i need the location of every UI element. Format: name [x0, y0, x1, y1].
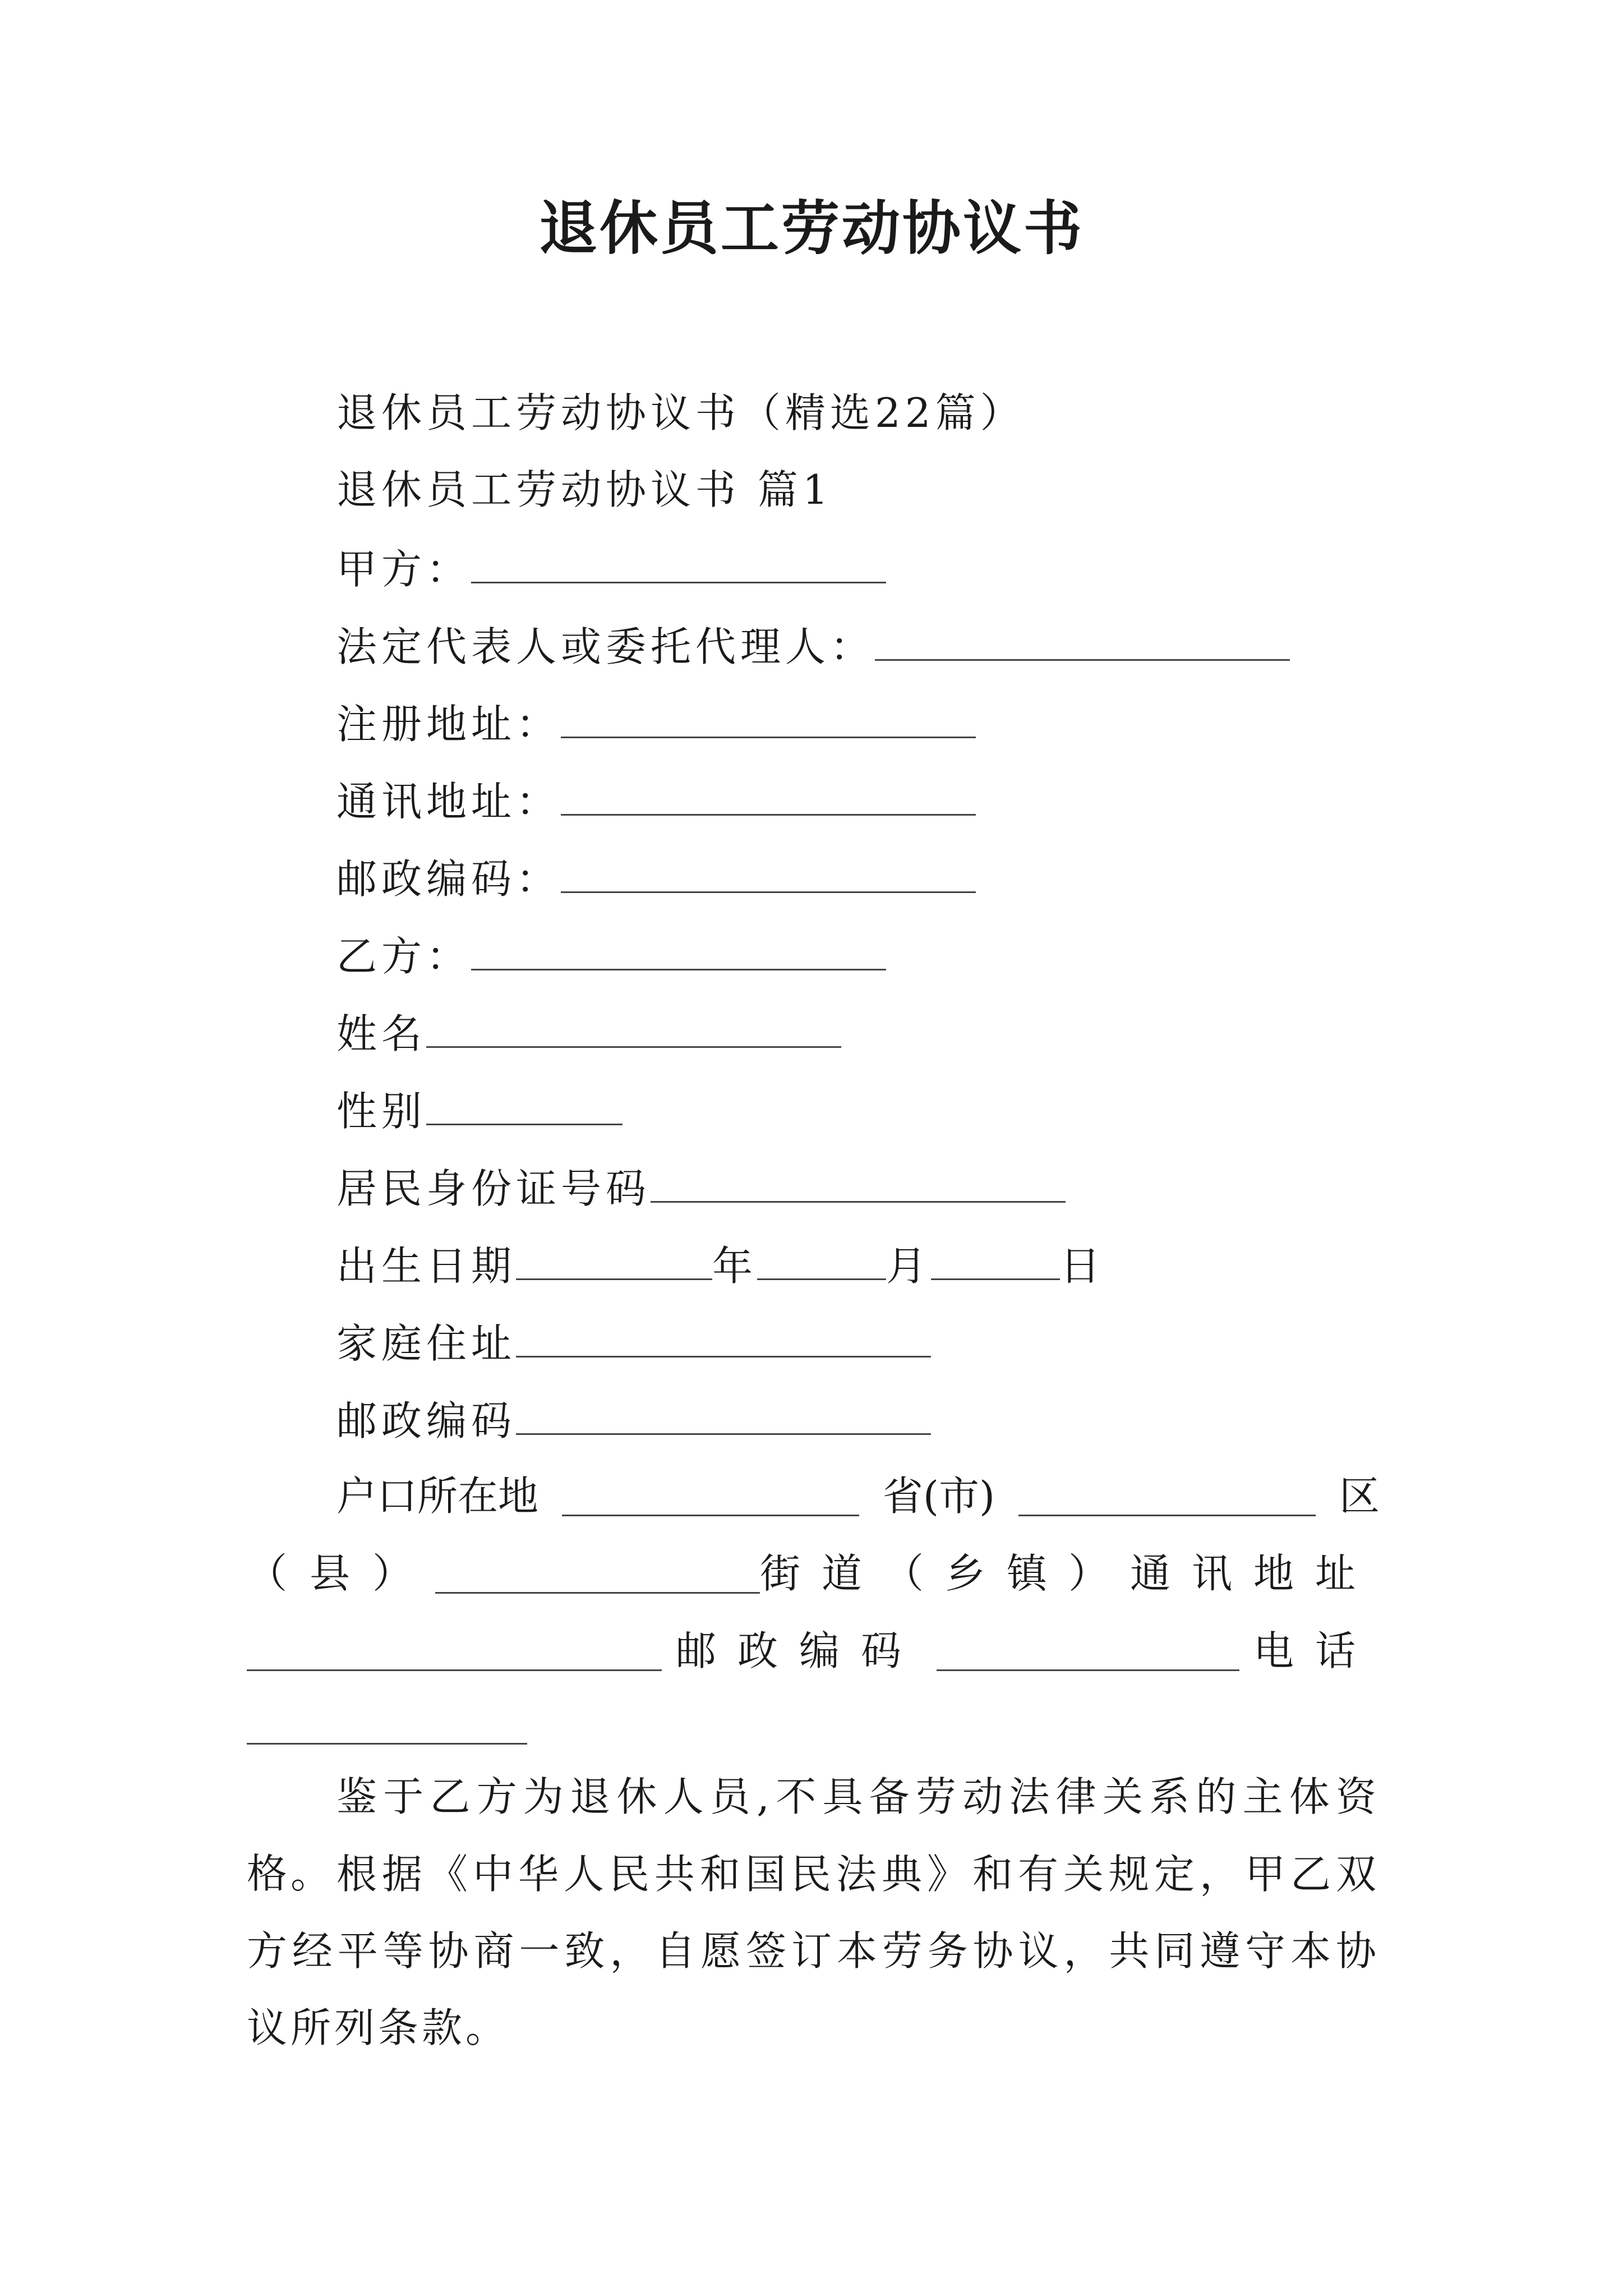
- county-row: [247, 1550, 1377, 1597]
- county-label: （县）: [247, 1550, 436, 1597]
- id-row: [336, 1165, 1066, 1212]
- day-label: 日: [1060, 1243, 1105, 1290]
- mail-address-b-blank: [247, 1635, 662, 1671]
- birth-day-blank: [931, 1244, 1060, 1280]
- postcode-a-label: 邮政编码：: [336, 855, 561, 903]
- party-b-label: 乙方：: [336, 933, 472, 980]
- party-a-label: 甲方：: [336, 546, 472, 593]
- party-a-row: [336, 546, 886, 593]
- gender-row: [336, 1088, 623, 1135]
- party-b-row: [336, 933, 886, 980]
- home-row: [336, 1320, 931, 1367]
- reg-address-row: [336, 701, 976, 748]
- reg-address-blank: [561, 702, 976, 738]
- birth-month-blank: [757, 1244, 886, 1280]
- birth-label: 出生日期: [336, 1243, 517, 1290]
- phone-label: 电话: [1253, 1627, 1377, 1674]
- birth-year-blank: [516, 1244, 712, 1280]
- party-b-blank: [471, 934, 886, 970]
- postcode-a-blank: [561, 857, 976, 893]
- home-blank: [516, 1321, 931, 1358]
- hukou-district-blank: [1018, 1480, 1316, 1516]
- name-row: [336, 1010, 841, 1057]
- birth-row: [336, 1243, 1105, 1290]
- hukou-label: 户口所在地: [336, 1473, 539, 1520]
- district-label: 区: [1339, 1473, 1380, 1520]
- id-blank: [651, 1166, 1066, 1203]
- name-blank: [426, 1011, 841, 1048]
- postcode-b-blank: [516, 1398, 931, 1435]
- mail-address-label: 通讯地址：: [336, 778, 561, 825]
- representative-blank: [875, 624, 1290, 661]
- street-label: 街道（乡镇）通讯地址: [759, 1550, 1377, 1597]
- postcode2-blank: [937, 1635, 1239, 1671]
- phone-blank: [247, 1708, 527, 1745]
- gender-blank: [426, 1089, 623, 1125]
- section-heading: 退休员工劳动协议书 篇1: [336, 466, 833, 513]
- home-label: 家庭住址: [336, 1320, 517, 1367]
- postcode2-label: 邮政编码: [675, 1627, 923, 1674]
- representative-label: 法定代表人或委托代理人：: [336, 623, 875, 670]
- year-label: 年: [712, 1243, 758, 1290]
- address-row: [247, 1627, 1377, 1674]
- reg-address-label: 注册地址：: [336, 701, 561, 748]
- postcode-b-label: 邮政编码: [336, 1397, 517, 1444]
- county-blank: [435, 1557, 760, 1594]
- party-a-blank: [471, 547, 886, 583]
- postcode-a-row: [336, 855, 976, 903]
- postcode-b-row: [336, 1397, 931, 1444]
- id-label: 居民身份证号码: [336, 1165, 651, 1212]
- hukou-row: [336, 1473, 1380, 1520]
- hukou-province-blank: [562, 1480, 859, 1516]
- representative-row: [336, 623, 1290, 670]
- month-label: 月: [886, 1243, 932, 1290]
- mail-address-row: [336, 778, 976, 825]
- mail-address-blank: [561, 779, 976, 816]
- document-subtitle: 退休员工劳动协议书（精选22篇）: [336, 389, 1025, 436]
- name-label: 姓名: [336, 1010, 427, 1057]
- gender-label: 性别: [336, 1088, 427, 1135]
- province-label: 省(市): [882, 1473, 995, 1520]
- phone-row: [247, 1708, 527, 1751]
- paragraph-1: 鉴于乙方为退休人员,不具备劳动法律关系的主体资格。: [247, 1773, 1380, 1897]
- document-title: 退休员工劳动协议书: [538, 194, 1084, 263]
- paragraph-2: 根据《中华人民共和国民法典》和有关规定，甲乙双方经平等协商一致，自愿签订本劳务协议，共同遵守本协议所列条款。: [247, 1851, 1380, 2051]
